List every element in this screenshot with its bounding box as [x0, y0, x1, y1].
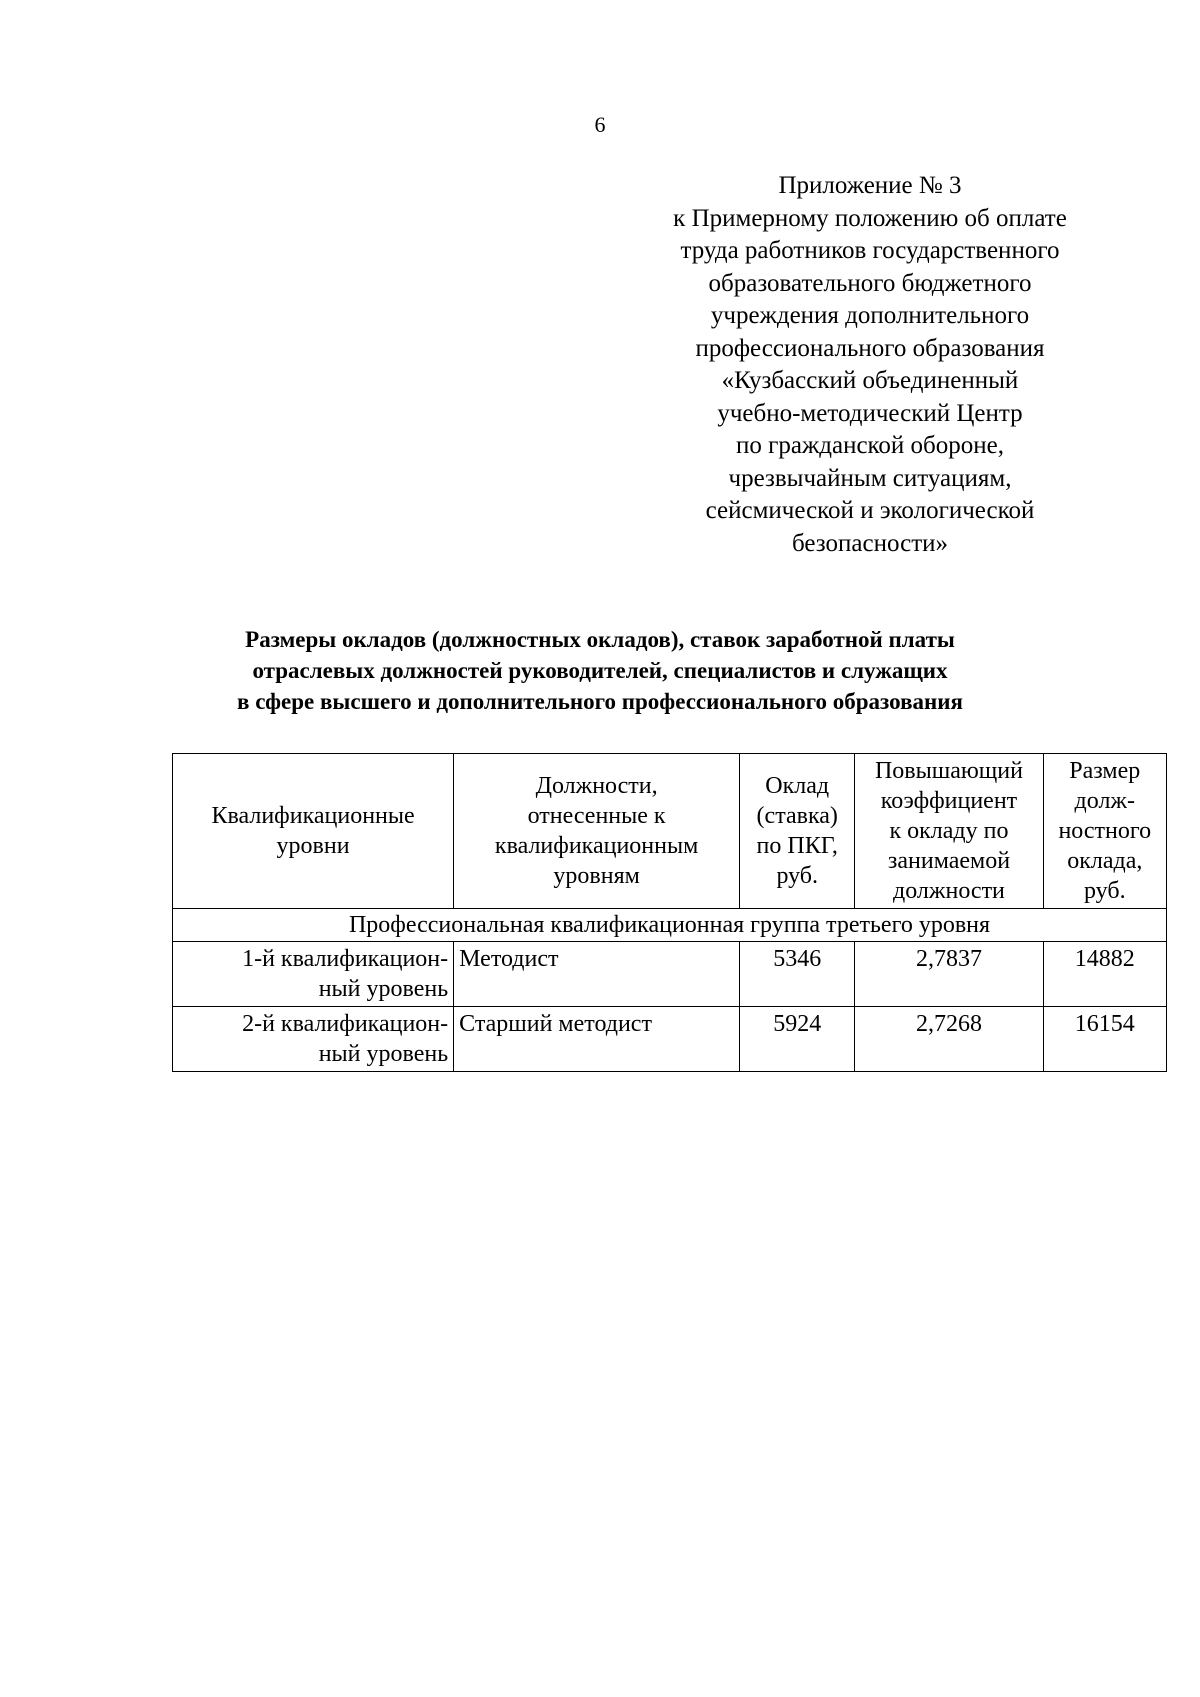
header-qualification-levels: Квалификационные уровни [173, 754, 454, 909]
appendix-line: профессионального образования [695, 334, 1045, 362]
table-header-row [173, 754, 1167, 909]
appendix-line: учреждения дополнительного [710, 302, 1030, 329]
header-base-salary: Оклад (ставка) по ПКГ, руб. [740, 754, 855, 909]
qualification-level-cell: 1-й квалификацион- ный уровень [173, 942, 454, 1007]
table-row [173, 1007, 1167, 1072]
appendix-line: по гражданской обороне, [736, 432, 1004, 459]
appendix-line: чрезвычайным ситуациям, [728, 464, 1012, 492]
appendix-reference [620, 170, 1120, 560]
appendix-line: труда работников государственного [680, 237, 1060, 264]
page-number: 6 [594, 112, 606, 137]
group-label: Профессиональная квалификационная группа третьего уровня [173, 909, 1167, 942]
position-cell: Методист [454, 942, 740, 1007]
title-line: Размеры окладов (должностных окладов), ставок заработной платы [245, 627, 955, 652]
appendix-line: Приложение № 3 [778, 172, 962, 199]
appendix-line: сейсмической и экологической [705, 497, 1035, 524]
salary-cell: 5924 [740, 1007, 855, 1072]
appendix-line: учебно-методический Центр [717, 399, 1023, 427]
header-positions: Должности, отнесенные к квалификационным уровням [454, 754, 740, 909]
table-row [173, 942, 1167, 1007]
position-cell: Старший методист [454, 1007, 740, 1072]
appendix-line: к Примерному положению об оплате [673, 204, 1067, 232]
qualification-level-cell: 2-й квалификацион- ный уровень [173, 1007, 454, 1072]
total-cell: 14882 [1043, 942, 1166, 1007]
salary-cell: 5346 [740, 942, 855, 1007]
header-coefficient: Повышающий коэффициент к окладу по занимаемой должности [855, 754, 1043, 909]
appendix-line: безопасности» [792, 529, 948, 557]
document-title [140, 624, 1060, 717]
coefficient-cell: 2,7268 [855, 1007, 1043, 1072]
appendix-line: образовательного бюджетного [708, 269, 1032, 297]
salary-table [172, 753, 1167, 1072]
table-group-row [173, 909, 1167, 942]
total-cell: 16154 [1043, 1007, 1166, 1072]
title-line: отраслевых должностей руководителей, специалистов и служащих [252, 658, 948, 683]
coefficient-cell: 2,7837 [855, 942, 1043, 1007]
title-line: в сфере высшего и дополнительного профессионального образования [237, 689, 963, 714]
header-total-salary: Размер долж- ностного оклада, руб. [1043, 754, 1166, 909]
appendix-line: «Кузбасский объединенный [721, 367, 1019, 394]
